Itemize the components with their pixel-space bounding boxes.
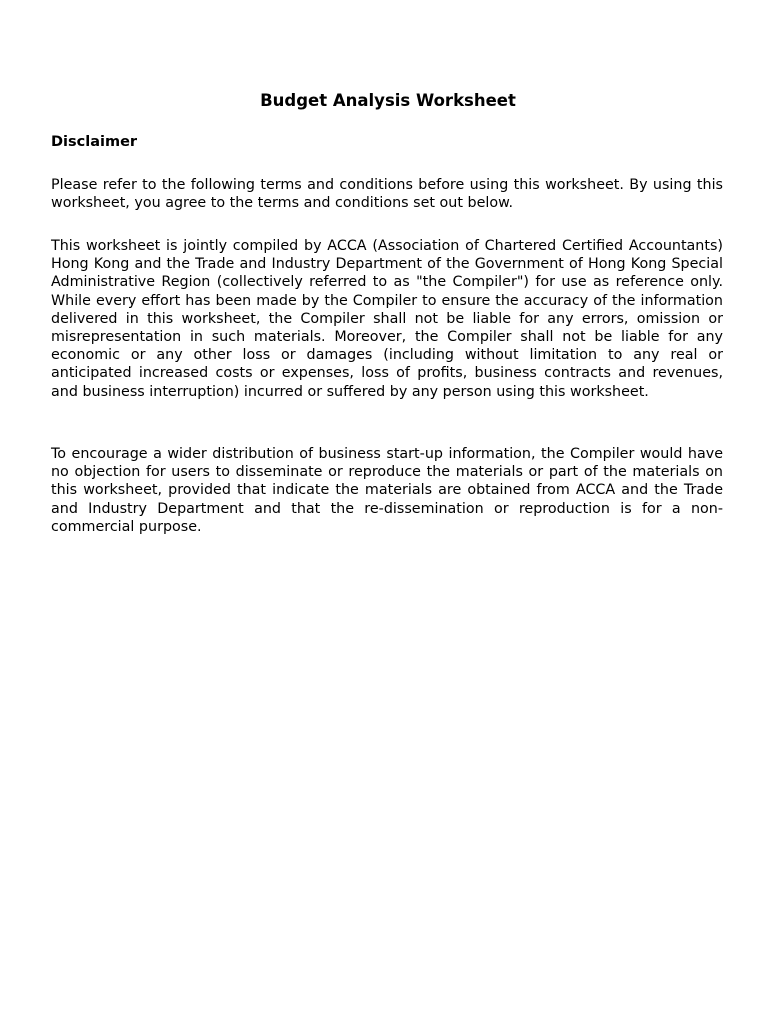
page-title: Budget Analysis Worksheet [260, 91, 516, 110]
liability-paragraph: This worksheet is jointly compiled by ACCA (Association of Chartered Certified Accountants) Hong Kong and the Trade and Industry Department of the Government of Hong Kong Special Administrative Region (collectively referred to as "the Compiler") for use as reference only. While every effort has been made by the Compiler to ensure the accuracy of the information delivered in this worksheet, the Compiler shall not be liable for any errors, omission or misrepresentation in such materials. Moreover, the Compiler shall not be liable for any economic or any other loss or damages (including without limitation to any real or anticipated increased costs or expenses, loss of profits, business contracts and revenues, and business interruption) incurred or suffered by any person using this worksheet. [51, 238, 723, 400]
distribution-paragraph: To encourage a wider distribution of business start-up information, the Compiler would have no objection for users to disseminate or reproduce the materials or part of the materials on this worksheet, provided that indicate the materials are obtained from ACCA and the Trade and Industry Department and that the re-dissemination or reproduction is for a non-commercial purpose. [51, 446, 723, 535]
terms-intro-paragraph: Please refer to the following terms and conditions before using this worksheet. By using this worksheet, you agree to the terms and conditions set out below. [51, 177, 723, 212]
disclaimer-heading: Disclaimer [51, 134, 138, 150]
